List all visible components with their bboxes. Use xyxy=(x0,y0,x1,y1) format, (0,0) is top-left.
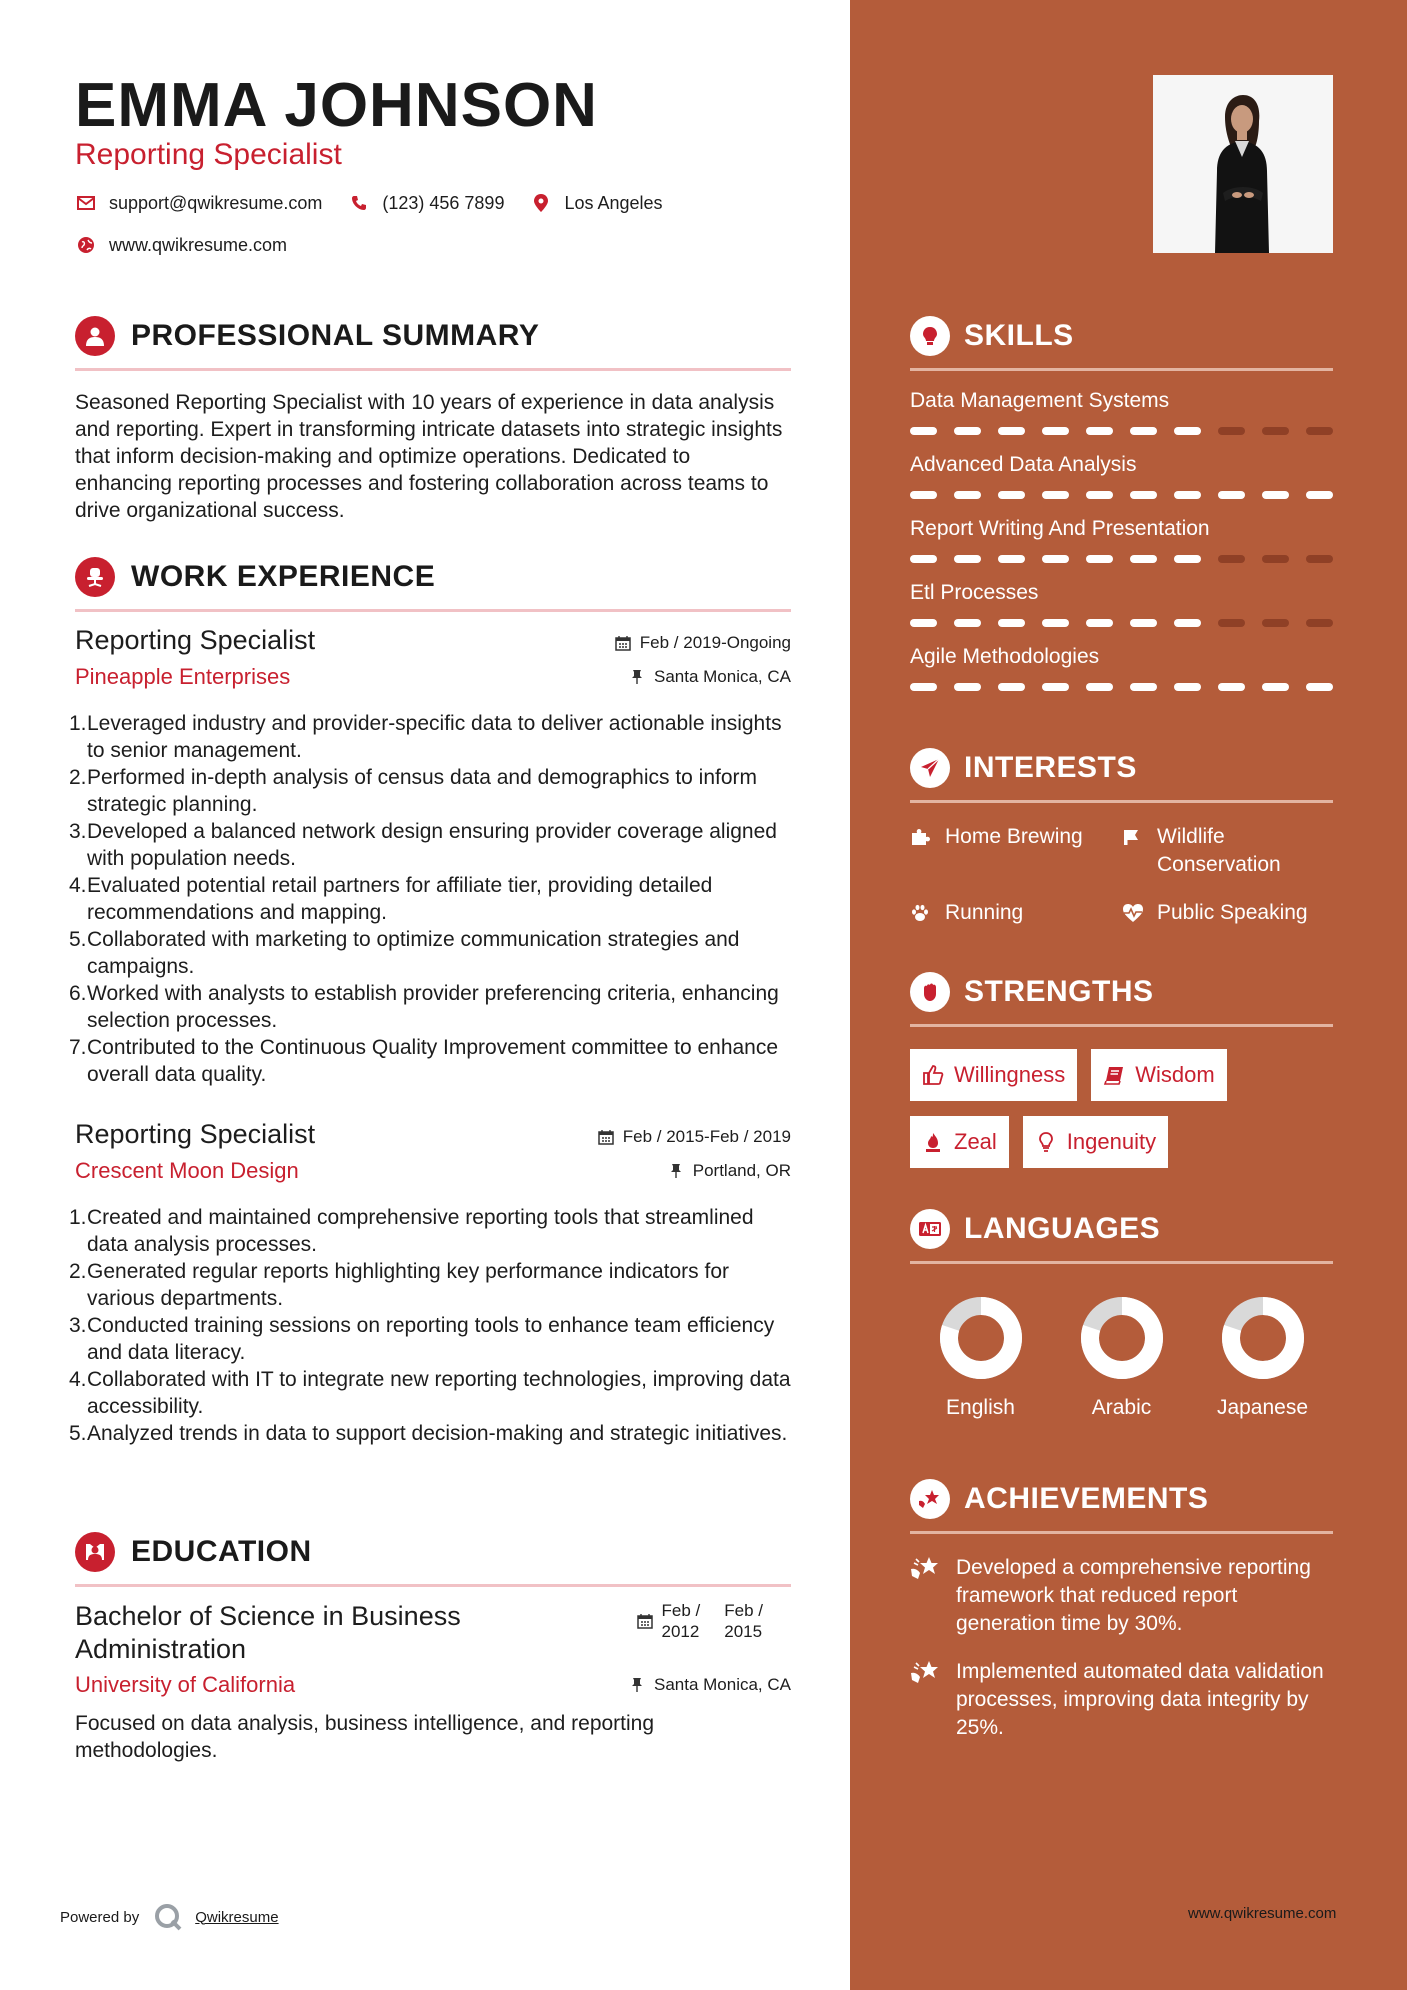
skills-list xyxy=(910,389,1333,691)
skill-level-dash xyxy=(1042,427,1069,435)
skill-level-dash xyxy=(1086,555,1113,563)
footer-website[interactable]: www.qwikresume.com xyxy=(1188,1905,1337,1922)
job-company: Crescent Moon Design xyxy=(75,1158,299,1183)
list-item: 4. Collaborated with IT to integrate new reporting technologies, improving data accessibility. xyxy=(69,1368,791,1418)
skill-level-dash xyxy=(910,619,937,627)
languages-list xyxy=(910,1296,1333,1420)
list-item: 2. Performed in-depth analysis of census data and demographics to inform strategic planning. xyxy=(69,766,758,816)
star-hand-icon xyxy=(910,1554,944,1582)
skill-level-dash xyxy=(1306,619,1333,627)
language-donut xyxy=(1221,1296,1305,1380)
language-name: English xyxy=(946,1396,1015,1419)
skill-name: Report Writing And Presentation xyxy=(910,517,1210,540)
skill-level-dash xyxy=(1306,427,1333,435)
skill-level-dash xyxy=(1306,683,1333,691)
skill-item xyxy=(910,517,1333,563)
list-item: 3. Conducted training sessions on reporting tools to enhance team efficiency and data literacy. xyxy=(69,1314,775,1364)
skill-level-dash xyxy=(1086,619,1113,627)
list-item: 4. Evaluated potential retail partners for affiliate tier, providing detailed recommendations and mapping. xyxy=(69,874,713,924)
user-icon xyxy=(75,316,115,356)
location-text: Los Angeles xyxy=(564,192,663,213)
languages-divider xyxy=(910,1261,1333,1264)
skill-level-bar xyxy=(910,619,1333,627)
interests-title: INTERESTS xyxy=(964,751,1137,784)
website-text: www.qwikresume.com xyxy=(109,234,288,255)
job-role: Reporting Specialist xyxy=(75,1119,316,1149)
education-entry xyxy=(75,1600,791,1764)
email-text: support@qwikresume.com xyxy=(109,192,323,213)
skill-level-dash xyxy=(954,427,981,435)
envelope-icon xyxy=(75,192,97,214)
strength-badge: Wisdom xyxy=(1091,1049,1226,1101)
skill-item xyxy=(910,645,1333,691)
skill-level-bar xyxy=(910,683,1333,691)
office-chair-icon xyxy=(75,557,115,597)
job-date: Feb / 2015-Feb / 2019 xyxy=(597,1127,791,1147)
fist-icon xyxy=(910,972,950,1012)
education-description: Focused on data analysis, business intelligence, and reporting methodologies. xyxy=(75,1712,655,1762)
summary-divider xyxy=(75,368,791,371)
strengths-divider xyxy=(910,1024,1333,1027)
skill-level-dash xyxy=(1218,427,1245,435)
skill-level-dash xyxy=(998,427,1025,435)
interests-section xyxy=(910,746,1333,927)
strengths-header xyxy=(910,970,1333,1014)
calendar-icon xyxy=(614,634,632,652)
skills-header xyxy=(910,314,1333,358)
skill-level-dash xyxy=(910,683,937,691)
star-hand-icon xyxy=(910,1658,944,1686)
job-company: Pineapple Enterprises xyxy=(75,664,291,689)
heartbeat-icon xyxy=(1122,899,1148,927)
skill-level-dash xyxy=(1042,555,1069,563)
achievements-title: ACHIEVEMENTS xyxy=(964,1482,1209,1515)
skill-level-dash xyxy=(1130,427,1157,435)
skill-level-dash xyxy=(1218,491,1245,499)
interests-header xyxy=(910,746,1333,790)
language-item xyxy=(1051,1296,1192,1420)
skill-level-dash xyxy=(910,491,937,499)
job-entry-2 xyxy=(69,1119,791,1447)
strengths-title: STRENGTHS xyxy=(964,975,1154,1008)
education-location: Santa Monica, CA xyxy=(628,1675,791,1695)
language-icon xyxy=(910,1209,950,1249)
list-item: 1. Created and maintained comprehensive reporting tools that streamlined data analysis processes. xyxy=(69,1206,754,1256)
skill-item xyxy=(910,453,1333,499)
flag-icon xyxy=(1122,823,1148,851)
school: University of California xyxy=(75,1672,296,1697)
strength-badge: Zeal xyxy=(910,1116,1009,1168)
contact-phone[interactable] xyxy=(348,192,504,214)
skill-level-dash xyxy=(1218,683,1245,691)
pushpin-icon xyxy=(628,1676,646,1694)
strengths-list xyxy=(910,1049,1333,1183)
job-bullets xyxy=(69,710,791,1088)
skill-level-dash xyxy=(998,491,1025,499)
skill-level-bar xyxy=(910,427,1333,435)
powered-by: Powered by Qwikresume xyxy=(60,1902,279,1932)
skill-level-dash xyxy=(954,683,981,691)
education-divider xyxy=(75,1584,791,1587)
contact-row-1 xyxy=(75,192,689,214)
degree: Bachelor of Science in Business Administration xyxy=(75,1601,461,1664)
skill-level-dash xyxy=(1174,619,1201,627)
education-section xyxy=(75,1530,791,1587)
summary-header xyxy=(75,314,791,358)
phone-text: (123) 456 7899 xyxy=(382,192,505,213)
skill-name: Data Management Systems xyxy=(910,389,1170,412)
interest-item: Public Speaking xyxy=(1122,899,1333,927)
skill-name: Agile Methodologies xyxy=(910,645,1100,668)
languages-title: LANGUAGES xyxy=(964,1212,1161,1245)
calendar-icon xyxy=(597,1128,615,1146)
skill-level-dash xyxy=(1262,619,1289,627)
skill-level-dash xyxy=(1174,491,1201,499)
skill-level-dash xyxy=(1130,555,1157,563)
skill-level-dash xyxy=(998,619,1025,627)
list-item: 5. Analyzed trends in data to support decision-making and strategic initiatives. xyxy=(69,1422,788,1445)
experience-header xyxy=(75,555,791,599)
skill-level-dash xyxy=(1130,491,1157,499)
skill-level-dash xyxy=(1086,427,1113,435)
skill-item xyxy=(910,389,1333,435)
list-item: 5. Collaborated with marketing to optimize communication strategies and campaigns. xyxy=(69,928,740,978)
education-date: Feb / 2012 Feb / 2015 xyxy=(636,1600,764,1642)
skill-level-dash xyxy=(910,427,937,435)
list-item: 6. Worked with analysts to establish provider preferencing criteria, enhancing selection processes. xyxy=(69,982,779,1032)
lightbulb-icon xyxy=(1035,1131,1057,1153)
contact-location xyxy=(530,192,662,214)
skill-level-dash xyxy=(1218,555,1245,563)
skill-level-dash xyxy=(1262,555,1289,563)
summary-section xyxy=(75,314,791,524)
education-title: EDUCATION xyxy=(131,1535,312,1568)
lightbulb-head-icon xyxy=(910,316,950,356)
language-name: Arabic xyxy=(1091,1396,1152,1419)
phone-icon xyxy=(348,192,370,214)
skill-item xyxy=(910,581,1333,627)
strength-badge: Ingenuity xyxy=(1023,1116,1168,1168)
skill-level-dash xyxy=(1042,619,1069,627)
skill-level-dash xyxy=(1306,491,1333,499)
achievements-header xyxy=(910,1477,1333,1521)
skill-level-dash xyxy=(1262,491,1289,499)
interests-list xyxy=(910,823,1333,927)
language-name: Japanese xyxy=(1216,1396,1309,1419)
skill-level-dash xyxy=(1086,491,1113,499)
skill-name: Advanced Data Analysis xyxy=(910,453,1137,476)
job-bullets xyxy=(69,1204,791,1447)
job-location: Santa Monica, CA xyxy=(628,667,791,687)
language-donut xyxy=(1080,1296,1164,1380)
skill-level-dash xyxy=(998,683,1025,691)
skill-level-dash xyxy=(954,491,981,499)
interest-item: Wildlife Conservation xyxy=(1122,823,1333,879)
pushpin-icon xyxy=(667,1162,685,1180)
skills-title: SKILLS xyxy=(964,319,1074,352)
language-donut xyxy=(939,1296,1023,1380)
book-icon xyxy=(1103,1064,1125,1086)
skill-level-dash xyxy=(954,619,981,627)
profile-photo xyxy=(1153,75,1333,253)
contact-website[interactable] xyxy=(75,234,287,256)
skill-level-dash xyxy=(1174,555,1201,563)
skills-section xyxy=(910,314,1333,691)
skill-level-dash xyxy=(1262,683,1289,691)
summary-text: Seasoned Reporting Specialist with 10 years of experience in data analysis and reporting. Expert in transforming intricate datasets into strategic insights that inform decision-making and optimize operations. Dedicated to enhancing reporting processes and fostering collaboration across teams to drive organizational success. xyxy=(75,391,783,522)
puzzle-icon xyxy=(910,823,936,851)
skill-level-dash xyxy=(1130,683,1157,691)
candidate-title: Reporting Specialist xyxy=(75,138,342,171)
skill-level-dash xyxy=(1218,619,1245,627)
skill-level-dash xyxy=(1306,555,1333,563)
experience-title: WORK EXPERIENCE xyxy=(131,560,436,593)
languages-header xyxy=(910,1207,1333,1251)
language-item xyxy=(910,1296,1051,1420)
skill-level-dash xyxy=(910,555,937,563)
achievement-item: Implemented automated data validation processes, improving data integrity by 25%. xyxy=(910,1658,1333,1742)
interest-item: Home Brewing xyxy=(910,823,1122,879)
achievements-divider xyxy=(910,1531,1333,1534)
skill-level-dash xyxy=(1086,683,1113,691)
skill-level-dash xyxy=(1174,427,1201,435)
skill-level-dash xyxy=(1130,619,1157,627)
globe-icon xyxy=(75,234,97,256)
contact-row-2 xyxy=(75,234,313,256)
map-marker-icon xyxy=(530,192,552,214)
qwikresume-logo-icon xyxy=(153,1902,183,1932)
job-entry-1 xyxy=(69,625,791,1088)
skill-level-dash xyxy=(1262,427,1289,435)
calendar-icon xyxy=(636,1612,654,1630)
list-item: 7. Contributed to the Continuous Quality Improvement committee to enhance overall data quality. xyxy=(69,1036,779,1086)
education-header xyxy=(75,1530,791,1574)
pushpin-icon xyxy=(628,668,646,686)
skill-level-dash xyxy=(1042,683,1069,691)
skill-level-dash xyxy=(1042,491,1069,499)
job-date: Feb / 2019-Ongoing xyxy=(614,633,791,653)
skill-level-dash xyxy=(1174,683,1201,691)
paw-icon xyxy=(910,899,936,927)
achievements-section xyxy=(910,1477,1333,1742)
graduate-icon xyxy=(75,1532,115,1572)
job-location: Portland, OR xyxy=(667,1161,791,1181)
experience-divider xyxy=(75,609,791,612)
list-item: 1. Leveraged industry and provider-specific data to deliver actionable insights to senior management. xyxy=(69,712,782,762)
achievement-item: Developed a comprehensive reporting framework that reduced report generation time by 30%. xyxy=(910,1554,1333,1638)
strengths-section xyxy=(910,970,1333,1183)
skill-level-bar xyxy=(910,491,1333,499)
job-role: Reporting Specialist xyxy=(75,625,316,655)
skill-level-bar xyxy=(910,555,1333,563)
summary-title: PROFESSIONAL SUMMARY xyxy=(131,319,540,352)
list-item: 3. Developed a balanced network design ensuring provider coverage aligned with population needs. xyxy=(69,820,777,870)
star-hand-icon xyxy=(910,1479,950,1519)
paper-plane-icon xyxy=(910,748,950,788)
skill-name: Etl Processes xyxy=(910,581,1039,604)
skill-level-dash xyxy=(954,555,981,563)
interest-item: Running xyxy=(910,899,1122,927)
contact-email[interactable] xyxy=(75,192,322,214)
thumbs-up-icon xyxy=(922,1064,944,1086)
strength-badge: Willingness xyxy=(910,1049,1077,1101)
experience-section xyxy=(75,555,791,612)
list-item: 2. Generated regular reports highlighting key performance indicators for various departments. xyxy=(69,1260,730,1310)
language-item xyxy=(1192,1296,1333,1420)
candidate-name: EMMA JOHNSON xyxy=(75,71,598,140)
languages-section xyxy=(910,1207,1333,1420)
interests-divider xyxy=(910,800,1333,803)
skill-level-dash xyxy=(998,555,1025,563)
qwikresume-link[interactable]: Qwikresume xyxy=(195,1908,279,1926)
skills-divider xyxy=(910,368,1333,371)
fire-extinguisher-icon xyxy=(922,1131,944,1153)
